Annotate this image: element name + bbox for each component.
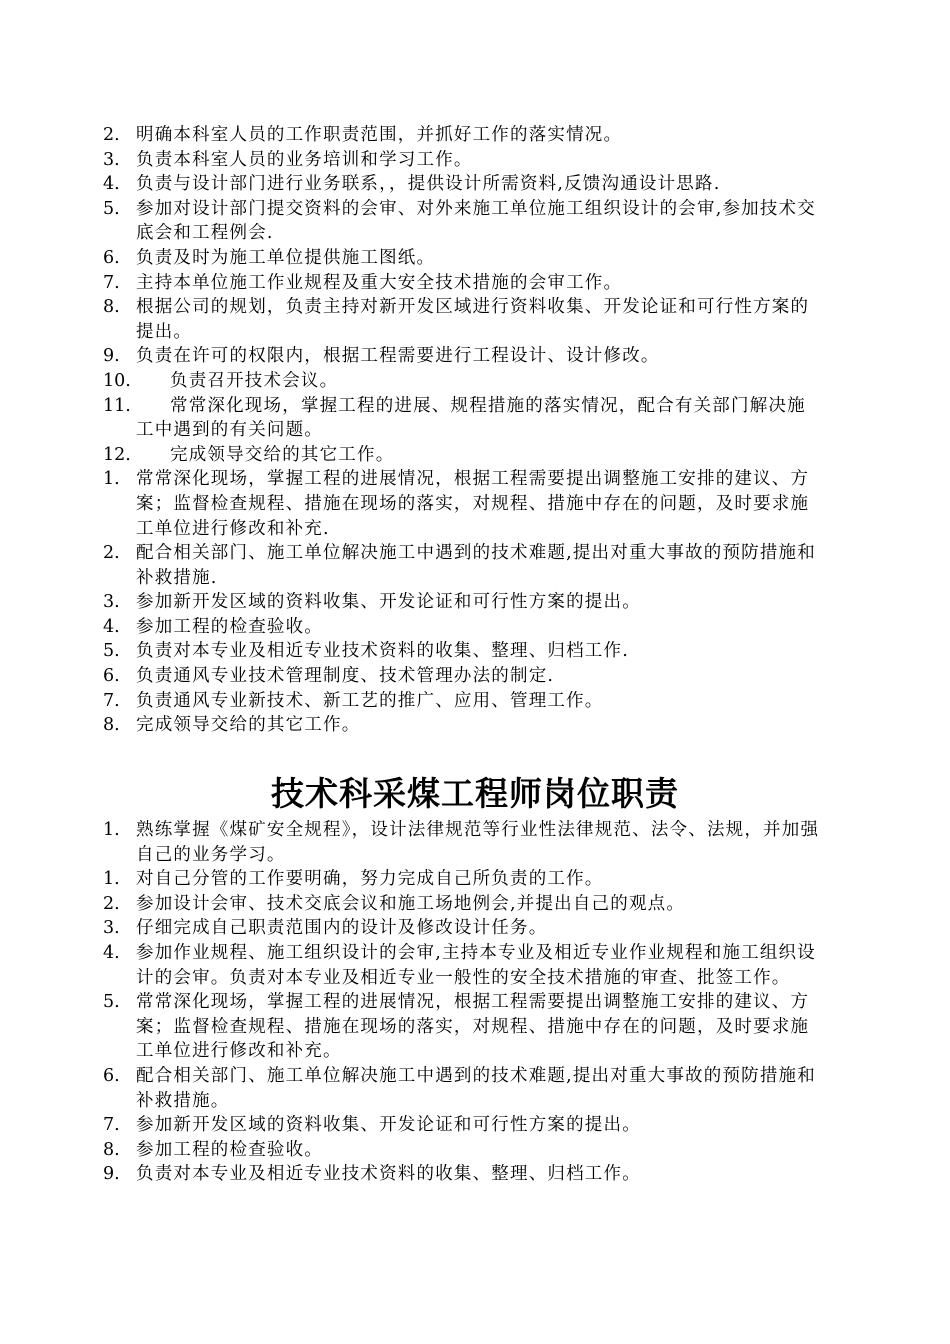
item-text: 负责对本专业及相近专业技术资料的收集、整理、归档工作. (136, 641, 629, 662)
list-item (103, 172, 823, 197)
list-item (103, 590, 823, 615)
list-item (103, 892, 823, 917)
list-item (103, 443, 823, 468)
item-text: 参加新开发区域的资料收集、开发论证和可行性方案的提出。 (136, 592, 641, 613)
section-heading: 技术科采煤工程师岗位职责 (271, 774, 679, 813)
item-text: 参加作业规程、施工组织设计的会审,主持本专业及相近专业作业规程和施工组织设计的会审。负责对本专业及相近专业一般性的安全技术措施的审查、批签工作。 (136, 942, 816, 988)
item-number: 12. (103, 444, 131, 465)
list-item (103, 916, 823, 941)
list-item (103, 148, 823, 173)
item-number: 8. (103, 715, 120, 736)
list-item (103, 615, 823, 640)
list-item (103, 941, 823, 990)
item-text: 负责通风专业技术管理制度、技术管理办法的制定. (136, 666, 555, 687)
item-number: 6. (103, 1065, 120, 1086)
item-text: 负责本科室人员的业务培训和学习工作。 (136, 149, 473, 170)
item-number: 8. (103, 297, 120, 318)
list-item (103, 1138, 823, 1163)
list-item (103, 1162, 823, 1187)
item-number: 7. (103, 1115, 120, 1136)
item-number: 7. (103, 272, 120, 293)
list-item (103, 639, 823, 664)
item-text: 负责召开技术会议。 (170, 370, 339, 391)
item-number: 1. (103, 469, 120, 490)
item-text: 负责对本专业及相近专业技术资料的收集、整理、归档工作。 (136, 1164, 641, 1185)
list-item (103, 394, 823, 443)
item-text: 对自己分管的工作要明确，努力完成自己所负责的工作。 (136, 869, 604, 890)
list-item (103, 867, 823, 892)
item-text: 完成领导交给的其它工作。 (136, 715, 361, 736)
list-item (103, 713, 823, 738)
item-text: 负责在许可的权限内，根据工程需要进行工程设计、设计修改。 (136, 346, 660, 367)
list-item (103, 271, 823, 296)
item-number: 2. (103, 543, 120, 564)
item-text: 主持本单位施工作业规程及重大安全技术措施的会审工作。 (136, 272, 623, 293)
item-text: 常常深化现场，掌握工程的进展、规程措施的落实情况，配合有关部门解决施工中遇到的有关问题。 (136, 395, 806, 441)
item-text: 根据公司的规划，负责主持对新开发区域进行资料收集、开发论证和可行性方案的提出。 (136, 297, 810, 342)
item-text: 负责通风专业新技术、新工艺的推广、应用、管理工作。 (136, 690, 604, 711)
item-number: 11. (103, 395, 131, 416)
list-item (103, 664, 823, 689)
item-text: 仔细完成自己职责范围内的设计及修改设计任务。 (136, 918, 548, 939)
item-text: 配合相关部门、施工单位解决施工中遇到的技术难题,提出对重大事故的预防措施和补救措施。 (136, 1065, 816, 1111)
item-text: 负责与设计部门进行业务联系，，提供设计所需资料,反馈沟通设计思路. (136, 174, 721, 195)
item-text: 参加工程的检查验收。 (136, 1139, 323, 1160)
list-item (103, 541, 823, 590)
item-number: 6. (103, 666, 120, 687)
item-number: 5. (103, 641, 120, 662)
list-item (103, 197, 823, 246)
item-number: 3. (103, 149, 120, 170)
list-item (103, 246, 823, 271)
duties-list-1 (103, 123, 823, 738)
item-number: 8. (103, 1139, 120, 1160)
item-number: 4. (103, 616, 120, 637)
item-text: 参加对设计部门提交资料的会审、对外来施工单位施工组织设计的会审,参加技术交底会和工程例会. (136, 198, 816, 244)
item-text: 完成领导交给的其它工作。 (170, 444, 395, 465)
list-item (103, 1113, 823, 1138)
item-number: 6. (103, 247, 120, 268)
item-text: 参加工程的检查验收。 (136, 616, 323, 637)
item-number: 7. (103, 690, 120, 711)
item-number: 5. (103, 198, 120, 219)
item-number: 4. (103, 942, 120, 963)
list-item (103, 990, 823, 1064)
item-number: 3. (103, 592, 120, 613)
list-item (103, 123, 823, 148)
item-number: 10. (103, 370, 131, 391)
item-number: 9. (103, 1164, 120, 1185)
item-number: 2. (103, 125, 120, 145)
list-item (103, 295, 823, 344)
item-number: 9. (103, 346, 120, 367)
list-item (103, 369, 823, 394)
list-item (103, 689, 823, 714)
list-item (103, 818, 823, 867)
item-text: 参加设计会审、技术交底会议和施工场地例会,并提出自己的观点。 (136, 893, 686, 914)
list-item (103, 1064, 823, 1113)
item-text: 常常深化现场，掌握工程的进展情况，根据工程需要提出调整施工安排的建议、方案；监督检查规程、措施在现场的落实，对规程、措施中存在的问题，及时要求施工单位进行修改和补充。 (136, 992, 810, 1062)
item-text: 负责及时为施工单位提供施工图纸。 (136, 247, 436, 268)
item-number: 1. (103, 820, 120, 840)
item-number: 3. (103, 918, 120, 939)
list-item (103, 467, 823, 541)
item-number: 1. (103, 869, 120, 890)
item-text: 熟练掌握《煤矿安全规程》，设计法律规范等行业性法律规范、法令、法规，并加强自己的业务学习。 (136, 820, 820, 865)
item-number: 2. (103, 893, 120, 914)
item-text: 常常深化现场，掌握工程的进展情况，根据工程需要提出调整施工安排的建议、方案；监督检查规程、措施在现场的落实，对规程、措施中存在的问题，及时要求施工单位进行修改和补充. (136, 469, 810, 539)
list-item (103, 344, 823, 369)
item-number: 4. (103, 174, 120, 195)
item-text: 配合相关部门、施工单位解决施工中遇到的技术难题,提出对重大事故的预防措施和补救措施. (136, 543, 816, 588)
item-number: 5. (103, 992, 120, 1013)
item-text: 明确本科室人员的工作职责范围，并抓好工作的落实情况。 (136, 125, 623, 145)
duties-list-2 (103, 818, 823, 1187)
item-text: 参加新开发区域的资料收集、开发论证和可行性方案的提出。 (136, 1115, 641, 1136)
